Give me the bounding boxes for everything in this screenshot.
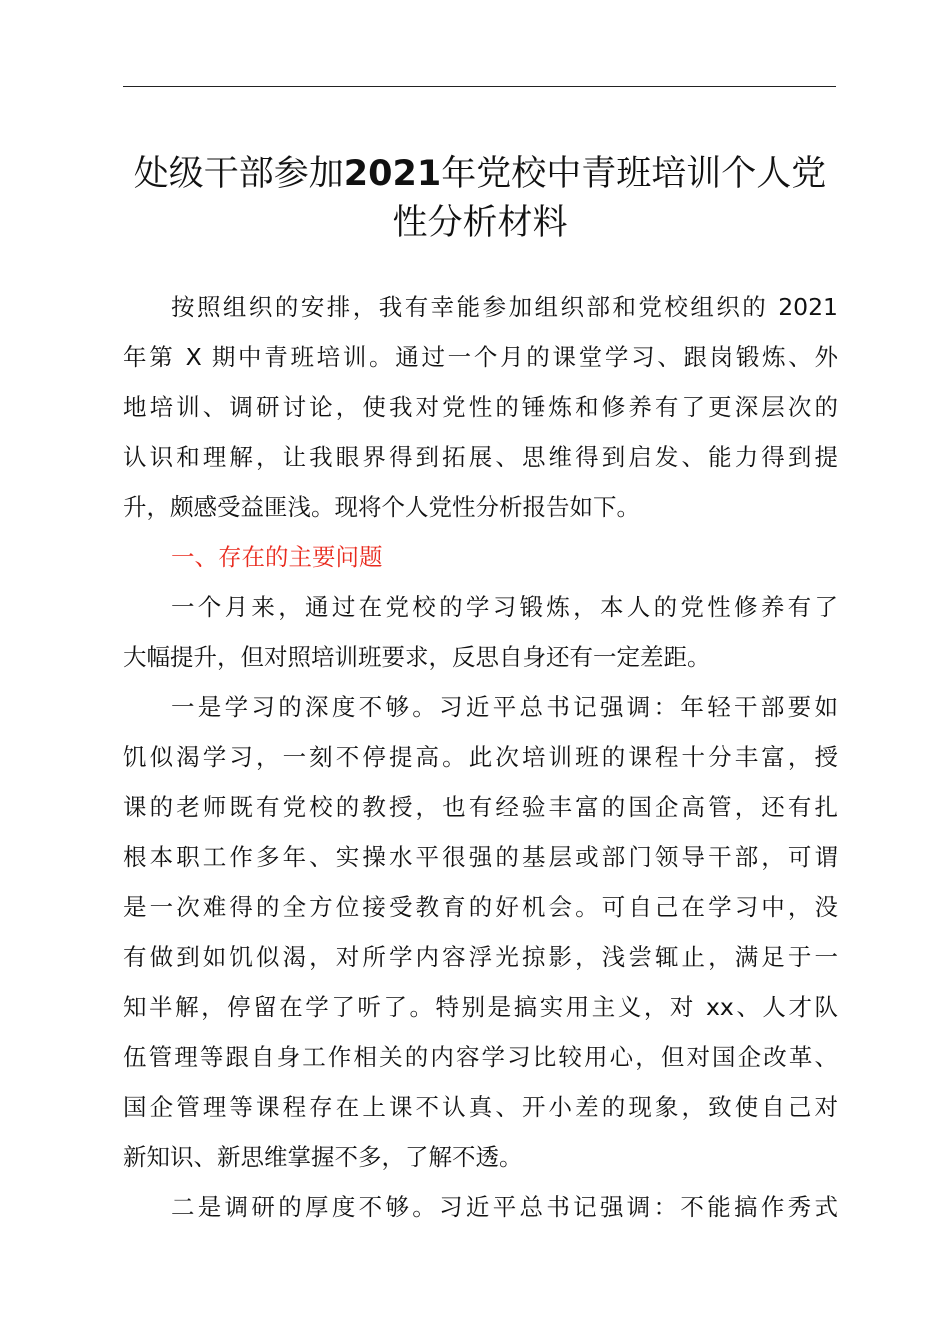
title-year: 2021 xyxy=(343,154,442,194)
section-heading-text: 一、存在的主要问题 xyxy=(171,543,383,571)
text-line: 国企管理等课程存在上课不认真、开小差的现象，致使自己对 xyxy=(123,1093,838,1121)
header-rule xyxy=(123,86,836,87)
text-line: 一个月来，通过在党校的学习锻炼，本人的党性修养有了 xyxy=(171,593,838,621)
text-line: 二是调研的厚度不够。习近平总书记强调：不能搞作秀式 xyxy=(171,1193,838,1221)
title-line-1 xyxy=(110,150,850,199)
title-text-part: 处级干部参加 xyxy=(133,154,344,194)
text-line: 根本职工作多年、实操水平很强的基层或部门领导干部，可谓 xyxy=(123,843,838,871)
text-line: 有做到如饥似渴，对所学内容浮光掠影，浅尝辄止，满足于一 xyxy=(123,943,838,971)
document-body xyxy=(123,282,838,1232)
text-line: 知半解，停留在学了听了。特别是搞实用主义，对 xx、人才队 xyxy=(123,993,838,1021)
title-text-part: 年党校中青班培训个人党 xyxy=(441,154,827,194)
paragraph xyxy=(123,682,838,1182)
paragraph-intro xyxy=(123,282,838,532)
document-title xyxy=(110,150,850,248)
text-line: 饥似渴学习，一刻不停提高。此次培训班的课程十分丰富，授 xyxy=(123,743,838,771)
section-heading xyxy=(123,532,838,582)
text-line: 年第 X 期中青班培训。通过一个月的课堂学习、跟岗锻炼、外 xyxy=(123,343,838,371)
text-line: 一是学习的深度不够。习近平总书记强调：年轻干部要如 xyxy=(171,693,838,721)
paragraph xyxy=(123,1182,838,1232)
text-line: 认识和理解，让我眼界得到拓展、思维得到启发、能力得到提 xyxy=(123,443,838,471)
paragraph xyxy=(123,582,838,682)
text-line: 升，颇感受益匪浅。现将个人党性分析报告如下。 xyxy=(123,493,640,521)
text-line: 伍管理等跟自身工作相关的内容学习比较用心，但对国企改革、 xyxy=(123,1043,838,1071)
text-line: 新知识、新思维掌握不多，了解不透。 xyxy=(123,1143,523,1171)
text-line: 大幅提升，但对照培训班要求，反思自身还有一定差距。 xyxy=(123,643,711,671)
title-line-2: 性分析材料 xyxy=(392,203,568,243)
text-line: 地培训、调研讨论，使我对党性的锤炼和修养有了更深层次的 xyxy=(123,393,838,421)
text-line: 是一次难得的全方位接受教育的好机会。可自己在学习中，没 xyxy=(123,893,838,921)
text-line: 课的老师既有党校的教授，也有经验丰富的国企高管，还有扎 xyxy=(123,793,838,821)
text-line: 按照组织的安排，我有幸能参加组织部和党校组织的 2021 xyxy=(171,293,838,321)
